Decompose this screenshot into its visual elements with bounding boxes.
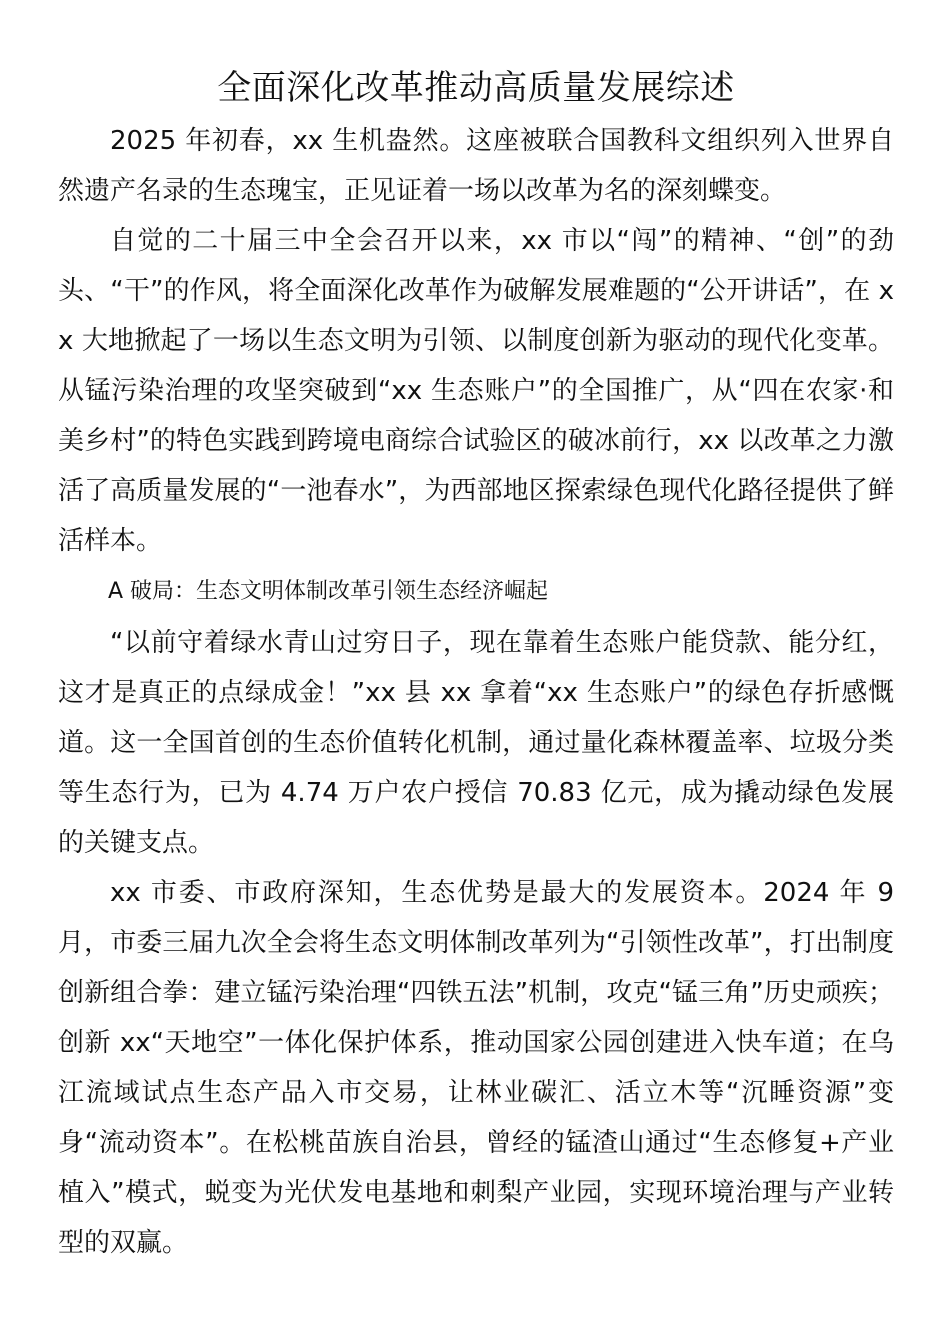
- paragraph-overview: 自觉的二十届三中全会召开以来，xx 市以“闯”的精神、“创”的劲头、“干”的作风，将全面深化改革作为破解发展难题的“公开讲话”，在 xx 大地掀起了一场以生态文明为引领、以制度创新为驱动的现代化变革。从锰污染治理的攻坚突破到“xx 生态账户”的全国推广，从“四在农家·和美乡村”的特色实践到跨境电商综合试验区的破冰前行，xx 以改革之力激活了高质量发展的“一池春水”，为西部地区探索绿色现代化路径提供了鲜活样本。: [58, 226, 894, 556]
- document-title: 全面深化改革推动高质量发展综述: [217, 68, 735, 108]
- paragraph-reform-measures: xx 市委、市政府深知，生态优势是最大的发展资本。2024 年 9 月，市委三届九次全会将生态文明体制改革列为“引领性改革”，打出制度创新组合拳：建立锰污染治理“四铁五法”机制，攻克“锰三角”历史顽疾；创新 xx“天地空”一体化保护体系，推动国家公园创建进入快车道；在乌江流域试点生态产品入市交易，让林业碳汇、活立木等“沉睡资源”变身“流动资本”。在松桃苗族自治县，曾经的锰渣山通过“生态修复+产业植入”模式，蜕变为光伏发电基地和刺梨产业园，实现环境治理与产业转型的双赢。: [58, 878, 894, 1258]
- paragraph-intro: 2025 年初春，xx 生机盎然。这座被联合国教科文组织列入世界自然遗产名录的生态瑰宝，正见证着一场以改革为名的深刻蝶变。: [58, 126, 894, 206]
- document-page: [58, 62, 894, 1268]
- paragraph-eco-account: “以前守着绿水青山过穷日子，现在靠着生态账户能贷款、能分红，这才是真正的点绿成金！”xx 县 xx 拿着“xx 生态账户”的绿色存折感慨道。这一全国首创的生态价值转化机制，通过量化森林覆盖率、垃圾分类等生态行为，已为 4.74 万户农户授信 70.83 亿元，成为撬动绿色发展的关键支点。: [58, 628, 894, 858]
- section-heading: A 破局：生态文明体制改革引领生态经济崛起: [108, 579, 549, 604]
